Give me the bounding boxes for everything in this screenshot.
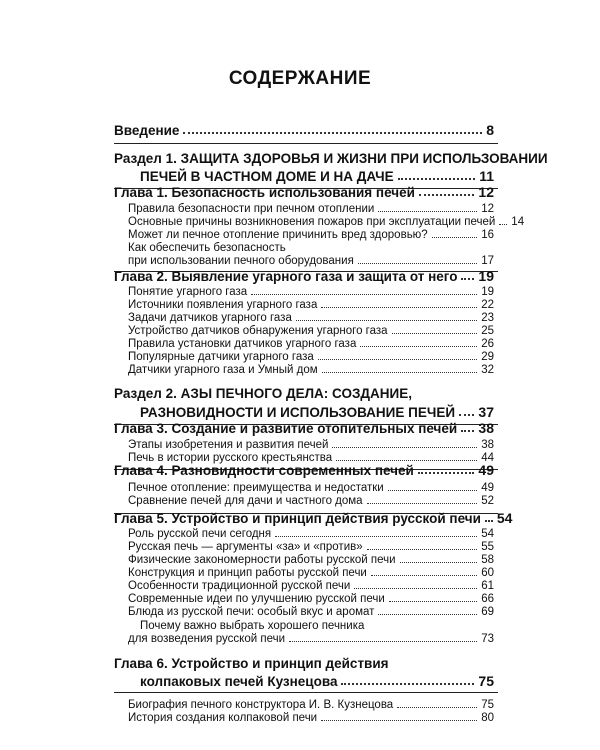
- toc-entry-chapter-5[interactable]: Глава 5. Устройство и принцип действия русской печи 54: [114, 510, 513, 526]
- toc-subentry[interactable]: Конструкция и принцип работы русской печи 60: [128, 567, 494, 579]
- toc-subentry[interactable]: Особенности традиционной русской печи 61: [128, 580, 494, 592]
- toc-subentry[interactable]: Основные причины возникновения пожаров при эксплуатации печей 14: [128, 216, 525, 228]
- toc-subentry[interactable]: Русская печь — аргументы «за» и «против» 55: [128, 541, 494, 553]
- toc-subentry[interactable]: Физические закономерности работы русской печи 58: [128, 554, 494, 566]
- toc-subentry[interactable]: Понятие угарного газа 19: [128, 286, 494, 298]
- toc-subentry[interactable]: Этапы изобретения и развития печей 38: [128, 439, 494, 451]
- toc-subentry[interactable]: Роль русской печи сегодня 54: [128, 528, 494, 540]
- toc-subentry[interactable]: Датчики угарного газа и Умный дом 32: [128, 364, 494, 376]
- divider: [114, 692, 498, 693]
- section-1-heading[interactable]: Раздел 1. ЗАЩИТА ЗДОРОВЬЯ И ЖИЗНИ ПРИ ИСПОЛЬЗОВАНИИ: [114, 151, 548, 166]
- page-title: СОДЕРЖАНИЕ: [228, 68, 372, 89]
- toc-entry-chapter-1[interactable]: Глава 1. Безопасность использования печей 12: [114, 184, 494, 200]
- toc-subentry[interactable]: для возведения русской печи 73: [128, 633, 494, 645]
- toc-subentry[interactable]: Печь в истории русского крестьянства 44: [128, 452, 494, 464]
- divider: [114, 143, 498, 144]
- toc-subentry[interactable]: История создания колпаковой печи 80: [128, 712, 494, 724]
- toc-subentry[interactable]: Печное отопление: преимущества и недостатки 49: [128, 482, 494, 494]
- chapter-6-heading[interactable]: Глава 6. Устройство и принцип действия: [114, 656, 389, 671]
- toc-subentry[interactable]: Популярные датчики угарного газа 29: [128, 351, 494, 363]
- toc-entry-chapter-3[interactable]: Глава 3. Создание и развитие отопительных печей 38: [114, 420, 494, 436]
- toc-entry-chapter-2[interactable]: Глава 2. Выявление угарного газа и защита от него 19: [114, 268, 494, 284]
- toc-subentry[interactable]: при использовании печного оборудования 17: [128, 255, 494, 267]
- toc-subentry[interactable]: Устройство датчиков обнаружения угарного газа 25: [128, 325, 494, 337]
- toc-entry-section-2[interactable]: РАЗНОВИДНОСТИ И ИСПОЛЬЗОВАНИЕ ПЕЧЕЙ 37: [140, 404, 494, 420]
- toc-subentry[interactable]: Биография печного конструктора И. В. Кузнецова 75: [128, 699, 494, 711]
- toc-entry-chapter-6[interactable]: колпаковых печей Кузнецова 75: [140, 673, 494, 689]
- toc-subentry[interactable]: Правила установки датчиков угарного газа 26: [128, 338, 494, 350]
- toc-entry-intro[interactable]: Введение 8: [114, 122, 494, 138]
- toc-subentry[interactable]: Современные идеи по улучшению русской печи 66: [128, 593, 494, 605]
- toc-subentry[interactable]: Задачи датчиков угарного газа 23: [128, 312, 494, 324]
- toc-subentry[interactable]: Правила безопасности при печном отоплении 12: [128, 203, 494, 215]
- toc-subentry[interactable]: Блюда из русской печи: особый вкус и аромат 69: [128, 606, 494, 618]
- toc-subentry-line1[interactable]: Почему важно выбрать хорошего печника: [140, 620, 365, 632]
- toc-subentry-line1[interactable]: Как обеспечить безопасность: [128, 242, 286, 254]
- toc-subentry[interactable]: Может ли печное отопление причинить вред здоровью? 16: [128, 229, 494, 241]
- toc-entry-section-1[interactable]: ПЕЧЕЙ В ЧАСТНОМ ДОМЕ И НА ДАЧЕ 11: [140, 168, 494, 184]
- toc-entry-chapter-4[interactable]: Глава 4. Разновидности современных печей 49: [114, 462, 494, 478]
- section-2-heading[interactable]: Раздел 2. АЗЫ ПЕЧНОГО ДЕЛА: СОЗДАНИЕ,: [114, 386, 413, 401]
- toc-subentry[interactable]: Сравнение печей для дачи и частного дома 52: [128, 495, 494, 507]
- toc-subentry[interactable]: Источники появления угарного газа 22: [128, 299, 494, 311]
